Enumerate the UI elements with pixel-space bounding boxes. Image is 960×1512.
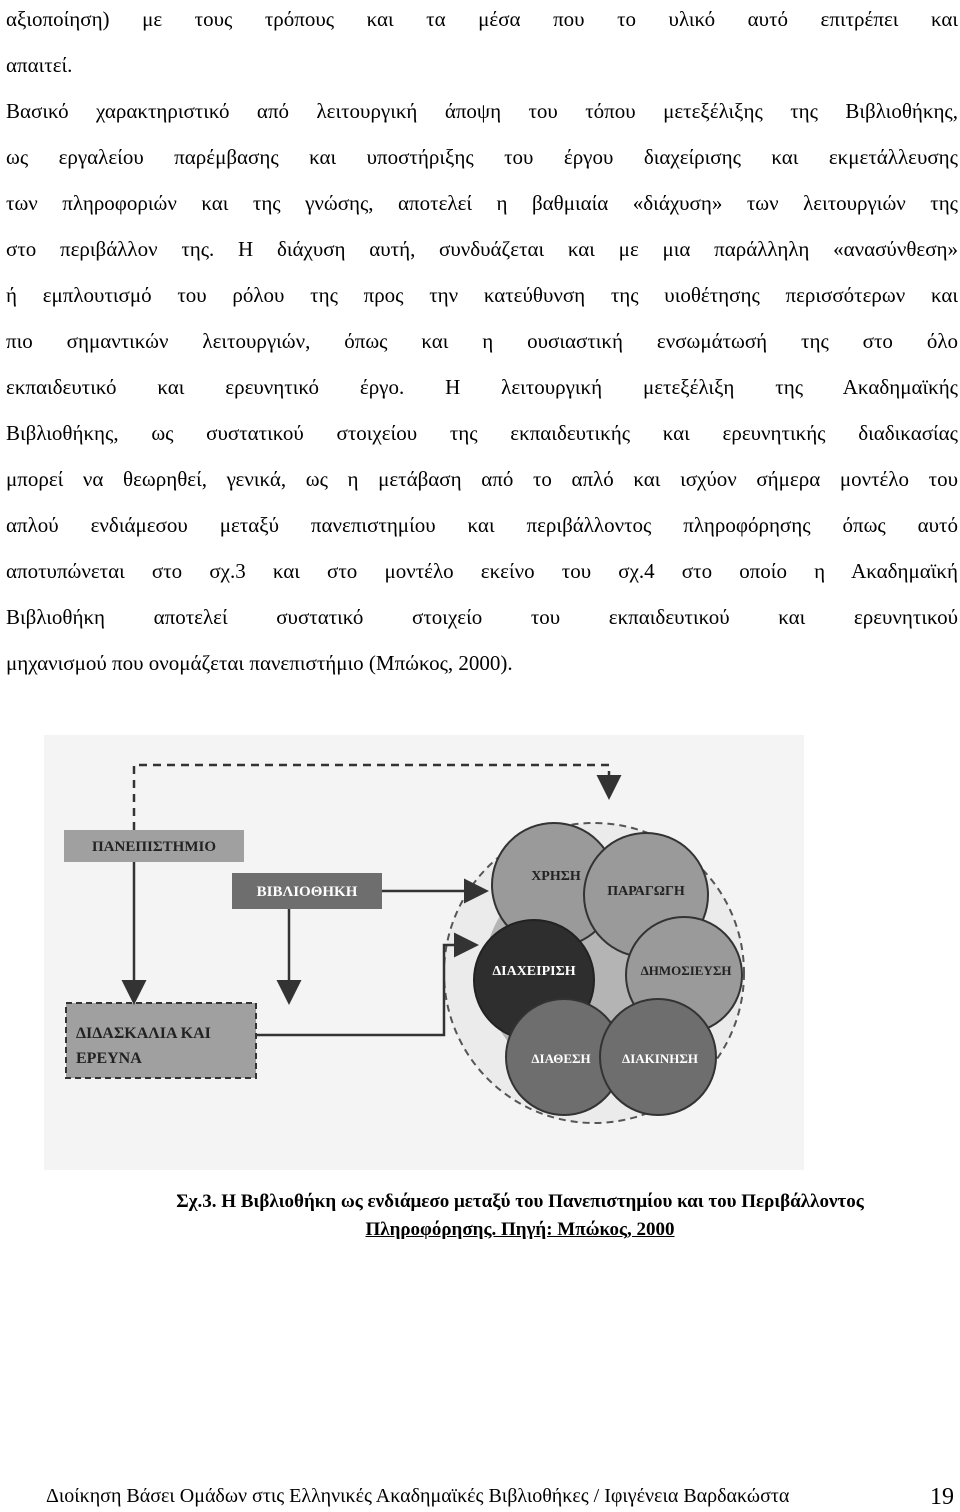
body-line: αποτυπώνεται στο σχ.3 και στο μοντέλο εκείνο του σχ.4 στο οποίο η Ακαδημαϊκή bbox=[6, 559, 958, 583]
circle-publishing-label: ΔΗΜΟΣΙΕΥΣΗ bbox=[640, 963, 732, 978]
teaching-label-line2: ΕΡΕΥΝΑ bbox=[76, 1050, 142, 1067]
body-line: των πληροφοριών και της γνώσης, αποτελεί η βαθμιαία «διάχυση» των λειτουργιών της bbox=[6, 191, 958, 215]
circle-distribution-label: ΔΙΑΚΙΝΗΣΗ bbox=[622, 1051, 698, 1066]
body-line: ως εργαλείου παρέμβασης και υποστήριξης του έργου διαχείρισης και εκμετάλλευσης bbox=[6, 145, 958, 169]
body-line: πιο σημαντικών λειτουργιών, όπως και η ουσιαστική ενσωμάτωσή της στο όλο bbox=[6, 329, 958, 353]
circle-production-label: ΠΑΡΑΓΩΓΗ bbox=[607, 884, 685, 899]
body-line: μηχανισμού που ονομάζεται πανεπιστήμιο (Μπώκος, 2000). bbox=[6, 651, 513, 675]
circle-availability-label: ΔΙΑΘΕΣΗ bbox=[531, 1051, 591, 1066]
body-line: ή εμπλουτισμό του ρόλου της προς την κατεύθυνση της υιοθέτησης περισσότερων και bbox=[6, 283, 958, 307]
body-line: απλού ενδιάμεσου μεταξύ πανεπιστημίου και περιβάλλοντος πληροφόρησης όπως αυτό bbox=[6, 513, 958, 537]
teaching-research-box bbox=[66, 1003, 256, 1078]
library-box bbox=[232, 873, 382, 909]
caption-line2: Πληροφόρησης. Πηγή: Μπώκος, 2000 bbox=[365, 1219, 675, 1240]
body-text bbox=[6, 0, 958, 686]
body-line: στο περιβάλλον της. Η διάχυση αυτή, συνδυάζεται και με μια παράλληλη «ανασύνθεση» bbox=[6, 237, 958, 261]
body-line: Βασικό χαρακτηριστικό από λειτουργική άποψη του τόπου μετεξέλιξης της Βιβλιοθήκης, bbox=[6, 99, 958, 123]
diagram-svg bbox=[44, 735, 804, 1170]
body-line: Βιβλιοθήκη αποτελεί συστατικό στοιχείο του εκπαιδευτικού και ερευνητικού bbox=[6, 605, 958, 629]
body-line: Βιβλιοθήκης, ως συστατικού στοιχείου της εκπαιδευτικής και ερευνητικής διαδικασίας bbox=[6, 421, 958, 445]
circle-management-label: ΔΙΑΧΕΙΡΙΣΗ bbox=[492, 964, 576, 979]
university-box bbox=[64, 830, 244, 862]
circle-distribution bbox=[600, 999, 716, 1115]
figure-caption bbox=[80, 1188, 960, 1244]
circle-use-label: ΧΡΗΣΗ bbox=[531, 869, 581, 884]
footer-text: Διοίκηση Βάσει Ομάδων στις Ελληνικές Ακαδημαϊκές Βιβλιοθήκες / Ιφιγένεια Βαρδακώστα bbox=[46, 1485, 790, 1507]
university-label: ΠΑΝΕΠΙΣΤΗΜΙΟ bbox=[92, 839, 216, 855]
caption-line1: Σχ.3. Η Βιβλιοθήκη ως ενδιάμεσο μεταξύ του Πανεπιστημίου και του Περιβάλλοντος bbox=[176, 1191, 864, 1212]
body-line: απαιτεί. bbox=[6, 53, 73, 77]
page-number: 19 bbox=[930, 1484, 954, 1510]
library-label: ΒΙΒΛΙΟΘΗΚΗ bbox=[256, 884, 358, 900]
body-line: εκπαιδευτικό και ερευνητικό έργο. Η λειτουργική μετεξέλιξη της Ακαδημαϊκής bbox=[6, 375, 958, 399]
body-line: μπορεί να θεωρηθεί, γενικά, ως η μετάβαση από το απλό και ισχύον σήμερα μοντέλο του bbox=[6, 467, 958, 491]
body-line: αξιοποίηση) με τους τρόπους και τα μέσα που το υλικό αυτό επιτρέπει και bbox=[6, 7, 958, 31]
teaching-label-line1: ΔΙΔΑΣΚΑΛΙΑ ΚΑΙ bbox=[76, 1025, 211, 1042]
library-diagram bbox=[44, 735, 804, 1170]
